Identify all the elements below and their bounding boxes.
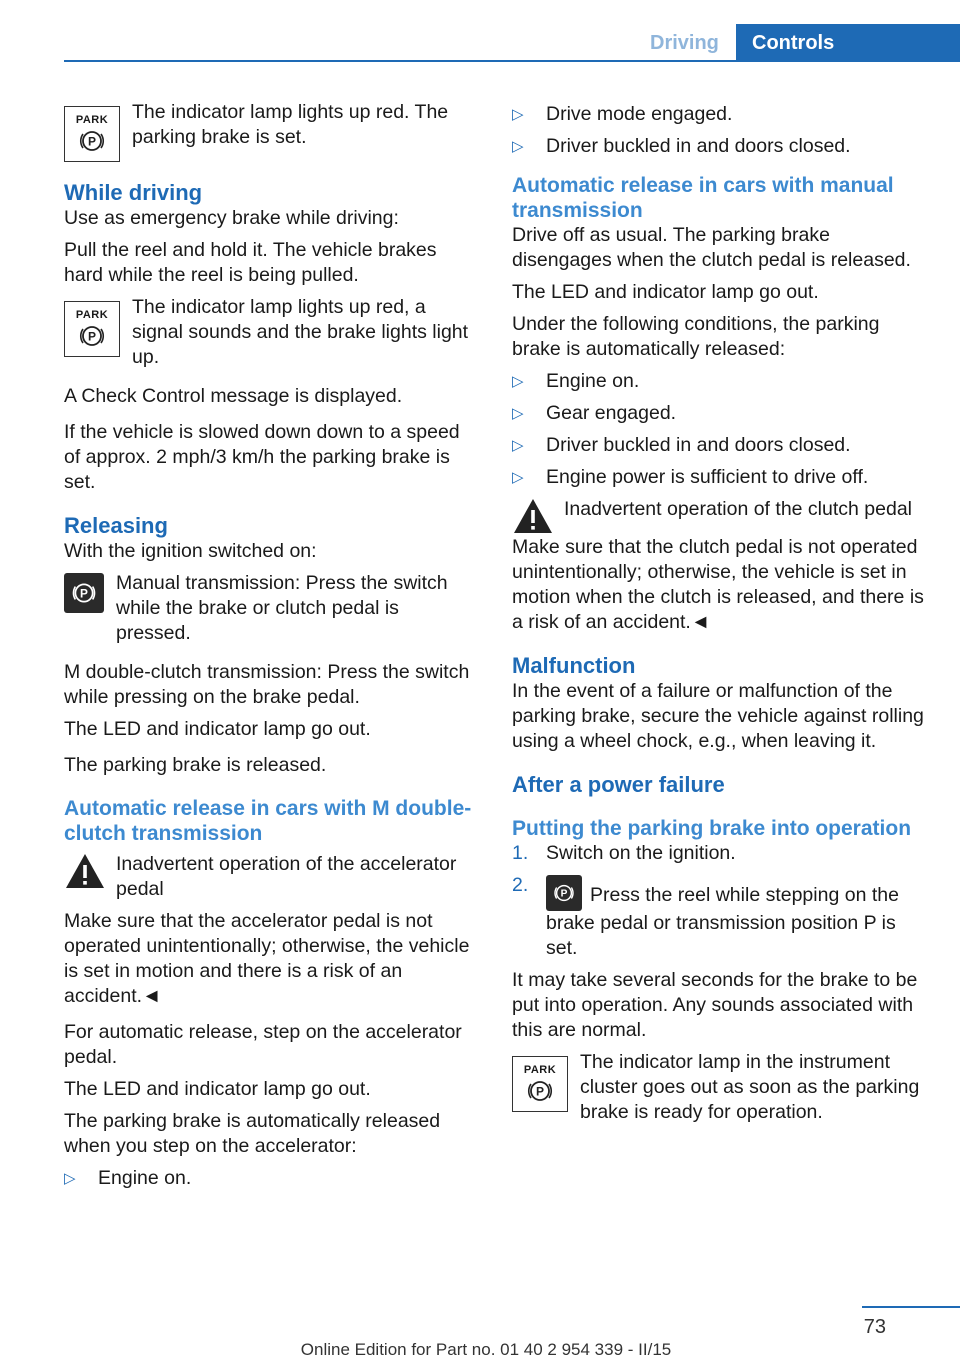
park-lamp-block: [64, 295, 478, 377]
park-lamp-block: [512, 1050, 928, 1132]
list-item: ▷ Engine power is sufficient to drive off.: [512, 466, 869, 488]
list-item: ▷ Engine on.: [512, 370, 640, 392]
paragraph: The indicator lamp lights up red. The parking brake is set.: [132, 101, 449, 148]
parking-brake-switch-icon: [64, 573, 104, 613]
list-item: ▷ Driver buckled in and doors closed.: [512, 135, 851, 157]
warning-body: Make sure that the accelerator pedal is not operated unintentionally; otherwise, the vehicle is set in motion and there is a risk of an accident.◄: [64, 910, 470, 1007]
list-item: ▷ Drive mode engaged.: [512, 103, 733, 125]
list-item: ▷ Gear engaged.: [512, 402, 677, 424]
paragraph: Under the following conditions, the parking brake is automatically released:: [512, 313, 880, 360]
paragraph: Drive off as usual. The parking brake disengages when the clutch pedal is released.: [512, 224, 911, 271]
list-item: ▷ Driver buckled in and doors closed.: [512, 434, 851, 456]
heading-malfunction: Malfunction: [512, 653, 636, 678]
section-label: Driving: [650, 32, 719, 54]
paragraph: In the event of a failure or malfunction of the parking brake, secure the vehicle against rolling using a wheel chock, e.g., when leaving it.: [512, 680, 924, 752]
paragraph: The indicator lamp lights up red, a signal sounds and the brake lights light up.: [132, 296, 469, 368]
steps-list: [512, 841, 928, 961]
paragraph: It may take several seconds for the brake to be put into operation. Any sounds associated with this are normal.: [512, 969, 918, 1041]
warning-triangle-icon: [64, 852, 106, 890]
left-column: [64, 102, 478, 1198]
heading-auto-release-manual: Automatic release in cars with manual transmission: [512, 174, 894, 222]
paragraph: A Check Control message is displayed.: [64, 385, 403, 407]
step-item: 1. Switch on the ignition.: [512, 842, 736, 864]
paragraph: If the vehicle is slowed down down to a speed of approx. 2 mph/3 km/h the parking brake is set.: [64, 421, 460, 493]
heading-putting-into-operation: Putting the parking brake into operation: [512, 817, 912, 840]
warning-title: Inadvertent operation of the clutch pedal: [564, 498, 912, 520]
paragraph: For automatic release, step on the accelerator pedal.: [64, 1021, 462, 1068]
park-brake-indicator-icon: PARK P: [64, 106, 120, 162]
svg-text:P: P: [80, 586, 88, 601]
paragraph: With the ignition switched on:: [64, 540, 317, 562]
warning-title: Inadvertent operation of the accelerator pedal: [116, 853, 457, 900]
page-header: [64, 24, 960, 62]
warning-block: [512, 497, 928, 635]
heading-power-failure: After a power failure: [512, 772, 725, 797]
conditions-list-top: [512, 102, 928, 159]
svg-text:P: P: [87, 134, 97, 149]
paragraph: The LED and indicator lamp go out.: [64, 1078, 371, 1100]
chapter-label: Controls: [736, 24, 960, 60]
conditions-list: [512, 369, 928, 490]
paragraph: Pull the reel and hold it. The vehicle brakes hard while the reel is being pulled.: [64, 239, 437, 286]
right-column: [512, 102, 928, 1139]
paragraph: The LED and indicator lamp go out.: [512, 281, 819, 303]
paragraph: Use as emergency brake while driving:: [64, 207, 399, 229]
switch-block: [64, 571, 478, 653]
footer-edition: Online Edition for Part no. 01 40 2 954 339 - II/15: [300, 1340, 672, 1359]
svg-text:P: P: [560, 888, 568, 900]
footer-rule: [862, 1306, 960, 1308]
warning-block: [64, 852, 478, 1009]
park-brake-indicator-icon: PARK P: [64, 301, 120, 357]
svg-text:P: P: [87, 329, 97, 344]
heading-while-driving: While driving: [64, 180, 203, 205]
warning-body: Make sure that the clutch pedal is not operated unintentionally; otherwise, the vehicle is set in motion when the clutch is released, and there is a risk of an accident.◄: [512, 536, 924, 633]
heading-auto-release-mdct: Automatic release in cars with M double-clutch transmission: [64, 797, 472, 845]
paragraph: Manual transmission: Press the switch while the brake or clutch pedal is pressed.: [116, 572, 448, 644]
release-list: [64, 1166, 478, 1191]
paragraph: The parking brake is automatically released when you step on the accelerator:: [64, 1110, 441, 1157]
step-item: 2. P Press the reel while stepping on the brake pedal or transmission position P is set.: [512, 874, 899, 959]
paragraph: The parking brake is released.: [64, 754, 327, 776]
heading-releasing: Releasing: [64, 513, 168, 538]
park-brake-indicator-icon: PARK P: [512, 1056, 568, 1112]
svg-text:P: P: [535, 1084, 545, 1099]
list-item: ▷ Engine on.: [64, 1167, 192, 1189]
paragraph: The LED and indicator lamp go out.: [64, 718, 371, 740]
park-lamp-block: [64, 100, 478, 162]
paragraph: M double-clutch transmission: Press the switch while pressing on the brake pedal.: [64, 661, 470, 708]
paragraph: The indicator lamp in the instrument cluster goes out as soon as the parking brake is ready for operation.: [580, 1051, 920, 1123]
warning-triangle-icon: [512, 497, 554, 535]
page-number: 73: [863, 1316, 886, 1338]
parking-brake-switch-icon: [546, 875, 582, 911]
